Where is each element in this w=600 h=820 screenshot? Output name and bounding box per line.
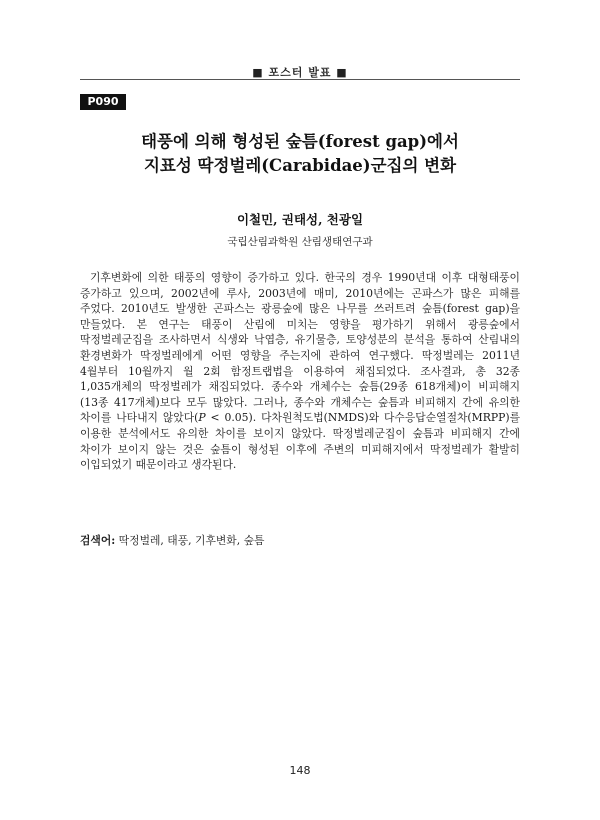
title-line-1: 태풍에 의해 형성된 숲틈(forest gap)에서 <box>141 132 459 151</box>
poster-id-badge: P090 <box>80 94 126 110</box>
header-divider <box>80 79 520 80</box>
abstract-text-part-2: < 0.05). 다차원척도법(NMDS)와 다수응답순열절차(MRPP)를 이용한 분석에서도 유의한 차이를 보이지 않았다. 딱정벌레군집이 숲틈과 비피해지 간에 차이가 보이지 않는 것은 숲틈이 형성된 이후에 주변의 미피해지에서 딱정벌레가 활발히 이입되었기 때문이라고 생각된다. <box>80 411 520 472</box>
paper-authors: 이철민, 권태성, 천광일 <box>236 212 364 227</box>
paper-title <box>80 130 520 178</box>
keywords-list: 딱정벌레, 태풍, 기후변화, 숲틈 <box>115 534 265 547</box>
section-header-label: ■ 포스터 발표 ■ <box>252 66 348 79</box>
paper-affiliation: 국립산림과학원 산림생태연구과 <box>227 236 373 248</box>
keywords-label: 검색어: <box>80 534 116 547</box>
abstract-paragraph <box>80 270 520 473</box>
title-line-2: 지표성 딱정벌레(Carabidae)군집의 변화 <box>143 156 457 175</box>
abstract-text-part-1: 기후변화에 의한 태풍의 영향이 증가하고 있다. 한국의 경우 1990년대 이후 대형태풍이 증가하고 있으며, 2002년에 루사, 2003년에 매미, 2010년에는 곤파스가 많은 피해를 주었다. 2010년도 발생한 곤파스는 광릉숲에 많은 나무를 쓰러트려 숲틈(forest gap)을 만들었다. 본 연구는 태풍이 산림에 미치는 영향을 평가하기 위해서 광릉숲에서 딱정벌레군집을 조사하면서 식생와 낙엽층, 유기물층, 토양성분의 분석을 통하여 산림내의 환경변화가 딱정벌레에게 어떤 영향을 주는지에 관하여 연구했다. 딱정벌레는 2011년 4월부터 10월까지 월 2회 함정트랩법을 이용하여 채집되었다. 조사결과, 총 32종 1,035개체의 딱정벌레가 채집되었다. 종수와 개체수는 숲틈(29종 618개체)이 비피해지(13종 417개체)보다 모두 많았다. 그러나, 종수와 개체수는 숲틈과 비피해지 간에 유의한 차이를 나타내지 않았다( <box>80 271 520 425</box>
abstract-p-symbol: P <box>198 411 206 425</box>
keywords-line <box>80 533 520 548</box>
page-number: 148 <box>289 764 311 777</box>
